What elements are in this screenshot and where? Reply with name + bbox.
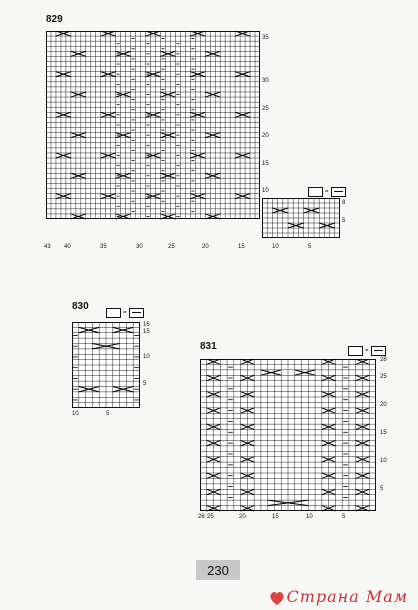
row-label: 20 (262, 133, 269, 139)
legend-purl-cell-icon (331, 187, 346, 197)
row-label: 16 (143, 322, 150, 328)
col-label: 5 (342, 514, 346, 520)
site-watermark (268, 587, 408, 606)
row-label: 15 (262, 161, 269, 167)
row-label: 10 (262, 188, 269, 194)
row-label: 10 (143, 354, 150, 360)
watermark-text: Страна Мам (286, 587, 408, 606)
col-label: 15 (238, 244, 245, 250)
col-label: 26 (198, 514, 205, 520)
col-label: 10 (306, 514, 313, 520)
legend-empty-cell-icon (348, 346, 363, 356)
chart-830-grid (72, 322, 142, 410)
col-label: 10 (272, 244, 279, 250)
legend-equals: = (325, 189, 329, 195)
col-label: 35 (100, 244, 107, 250)
col-label: 20 (202, 244, 209, 250)
col-label: 30 (136, 244, 143, 250)
col-label: 5 (106, 411, 110, 417)
row-label: 25 (262, 106, 269, 112)
legend-equals: = (365, 348, 369, 354)
row-label: 25 (380, 374, 387, 380)
row-label: 30 (262, 78, 269, 84)
legend-purl-cell-icon (371, 346, 386, 356)
chart-831-legend (348, 346, 386, 356)
chart-830-number: 830 (72, 301, 89, 312)
row-label: 20 (380, 402, 387, 408)
legend-equals: = (123, 310, 127, 316)
col-label: 20 (239, 514, 246, 520)
col-label: 25 (207, 514, 214, 520)
row-label: 28 (380, 357, 387, 363)
row-label: 5 (380, 486, 384, 492)
col-label: 25 (168, 244, 175, 250)
legend-empty-cell-icon (106, 308, 121, 318)
chart-831-number: 831 (200, 341, 217, 352)
col-label: 40 (64, 244, 71, 250)
row-label: 35 (262, 35, 269, 41)
col-label: 43 (44, 244, 51, 250)
legend-purl-cell-icon (129, 308, 144, 318)
chart-831-grid (200, 359, 378, 513)
row-label: 5 (342, 218, 346, 224)
watermark-logo-icon (268, 590, 286, 606)
col-label: 5 (308, 244, 312, 250)
chart-829-number: 829 (46, 14, 63, 25)
chart-830-legend (106, 308, 144, 318)
row-label: 15 (380, 430, 387, 436)
row-label: 10 (380, 458, 387, 464)
chart-829-legend (308, 187, 346, 197)
legend-empty-cell-icon (308, 187, 323, 197)
row-label: 5 (143, 381, 147, 387)
row-label: 15 (143, 329, 150, 335)
chart-829-side-grid (262, 198, 342, 240)
page-number: 230 (196, 560, 240, 580)
col-label: 15 (272, 514, 279, 520)
col-label: 10 (72, 411, 79, 417)
row-label: 8 (342, 200, 346, 206)
